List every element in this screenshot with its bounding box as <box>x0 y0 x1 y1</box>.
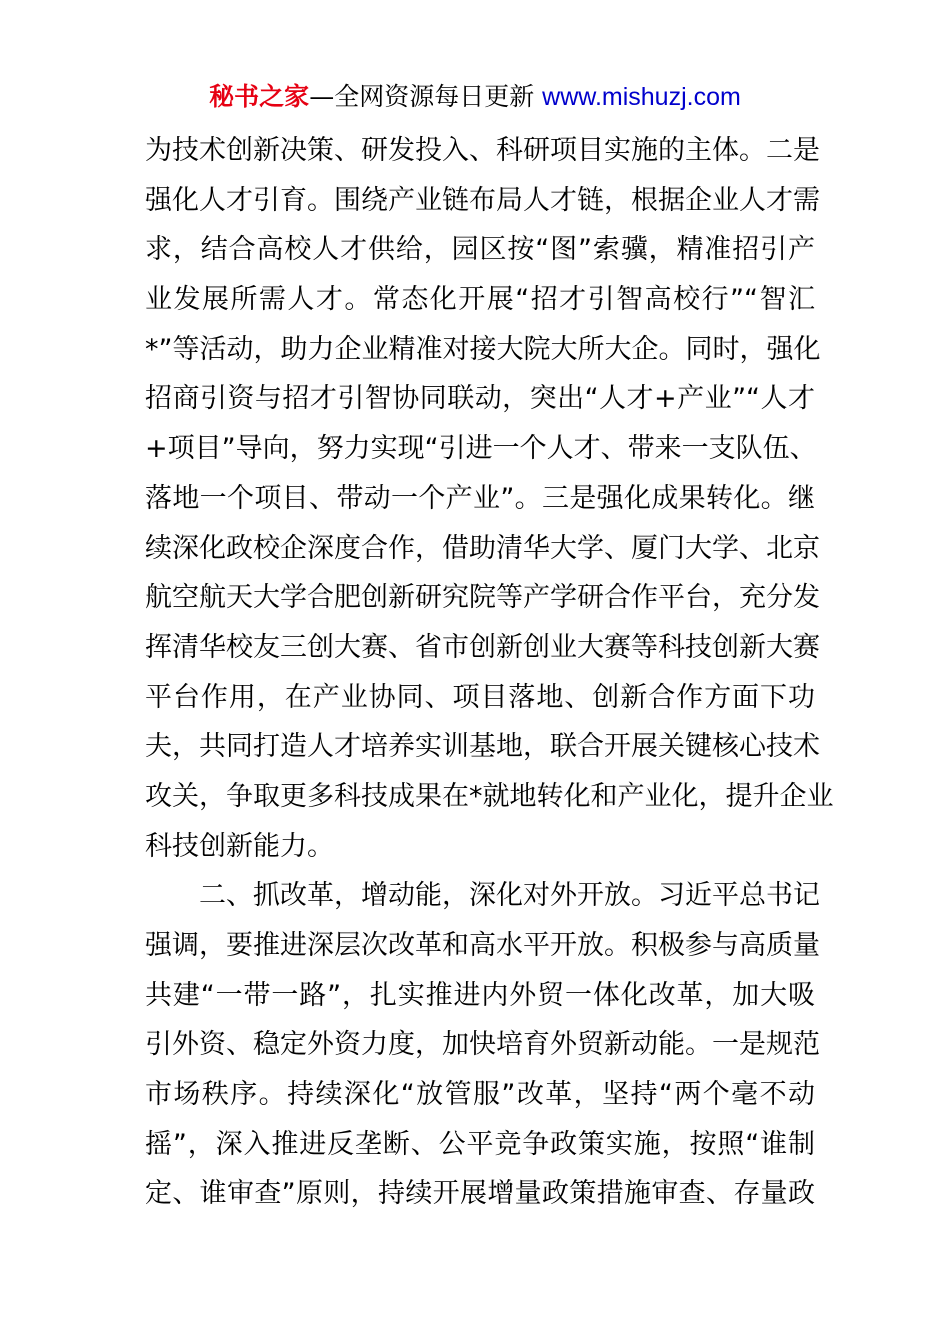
text-line: 挥清华校友三创大赛、省市创新创业大赛等科技创新大赛 <box>145 631 820 663</box>
text-line: 摇”，深入推进反垄断、公平竞争政策实施，按照“谁制 <box>145 1128 815 1160</box>
text-line: 招商引资与招才引智协同联动，突出“人才+产业”“人才 <box>145 383 815 415</box>
text-line: 引外资、稳定外资力度，加快培育外贸新动能。一是规范 <box>145 1029 820 1061</box>
text-line: *”等活动，助力企业精准对接大院大所大企。同时，强化 <box>145 333 821 365</box>
text-line: 市场秩序。持续深化“放管服”改革，坚持“两个毫不动 <box>145 1079 815 1111</box>
text-line: 平台作用，在产业协同、项目落地、创新合作方面下功 <box>145 681 815 713</box>
text-line: 强化人才引育。围绕产业链布局人才链，根据企业人才需 <box>145 184 820 216</box>
paragraph-1 <box>145 126 834 871</box>
text-line: 二、抓改革，增动能，深化对外开放。习近平总书记 <box>199 880 820 912</box>
text-line: +项目”导向，努力实现“引进一个人才、带来一支队伍、 <box>145 433 817 465</box>
site-tagline: —全网资源每日更新 <box>309 82 535 111</box>
text-line: 共建“一带一路”，扎实推进内外贸一体化改革，加大吸 <box>145 979 815 1011</box>
text-line: 航空航天大学合肥创新研究院等产学研合作平台，充分发 <box>145 582 820 614</box>
text-line: 续深化政校企深度合作，借助清华大学、厦门大学、北京 <box>145 532 820 564</box>
paragraph-2 <box>145 871 820 1219</box>
text-line: 科技创新能力。 <box>145 830 334 862</box>
text-line: 夫，共同打造人才培养实训基地，联合开展关键核心技术 <box>145 731 820 763</box>
text-line: 强调，要推进深层次改革和高水平开放。积极参与高质量 <box>145 930 820 961</box>
site-header <box>0 80 950 114</box>
text-line: 业发展所需人才。常态化开展“招才引智高校行”“智汇 <box>145 284 815 316</box>
text-line: 定、谁审查”原则，持续开展增量政策措施审查、存量政 <box>145 1178 815 1210</box>
text-line: 落地一个项目、带动一个产业”。三是强化成果转化。继 <box>145 482 815 514</box>
text-line: 攻关，争取更多科技成果在*就地转化和产业化，提升企业 <box>145 780 834 812</box>
site-url[interactable]: www.mishuzj.com <box>542 83 741 111</box>
text-line: 为技术创新决策、研发投入、科研项目实施的主体。二是 <box>145 135 820 166</box>
document-body <box>145 126 834 1219</box>
text-line: 求，结合高校人才供给，园区按“图”索骥，精准招引产 <box>145 234 815 266</box>
site-brand: 秘书之家 <box>209 82 310 111</box>
